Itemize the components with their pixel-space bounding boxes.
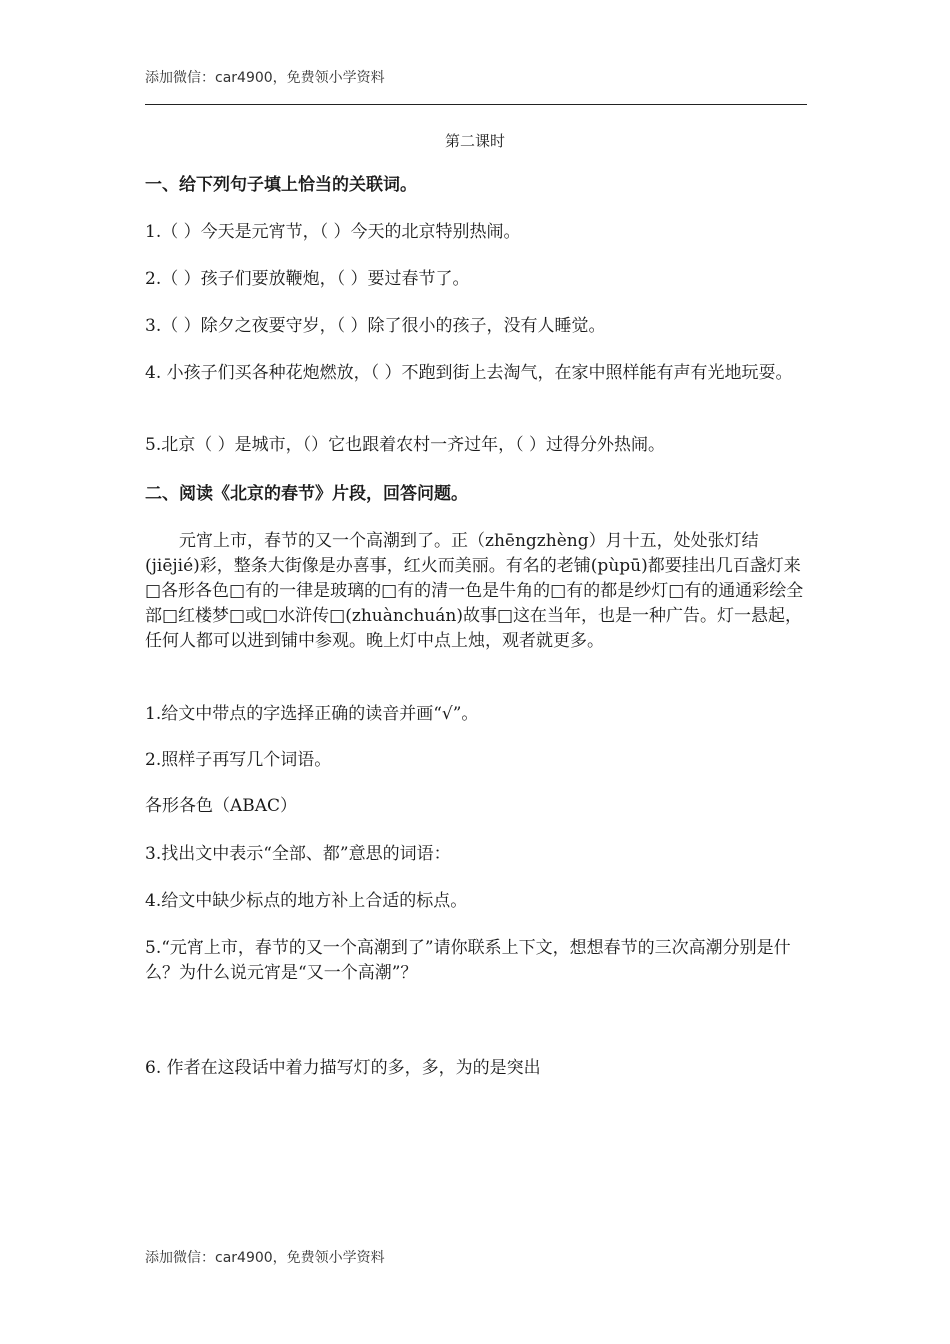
page-header: 添加微信：car4900，免费领小学资料 — [145, 70, 385, 86]
exercise-item-4: 4. 小孩子们买各种花炮燃放，（ ）不跑到街上去淘气，在家中照样能有声有光地玩耍。 — [145, 363, 793, 383]
exercise-item-5: 5.北京（ ）是城市，（）它也跟着农村一齐过年，（ ）过得分外热闹。 — [145, 435, 666, 455]
exercise-item-2: 2.（ ）孩子们要放鞭炮，（ ）要过春节了。 — [145, 269, 470, 289]
question-2: 2.照样子再写几个词语。 — [145, 750, 332, 770]
page-footer: 添加微信：car4900，免费领小学资料 — [145, 1250, 385, 1266]
section2-title: 二、阅读《北京的春节》片段，回答问题。 — [145, 484, 468, 504]
header-divider — [145, 104, 807, 105]
section1-title: 一、给下列句子填上恰当的关联词。 — [145, 175, 417, 195]
question-1: 1.给文中带点的字选择正确的读音并画“√”。 — [145, 704, 479, 724]
reading-passage: 元宵上市，春节的又一个高潮到了。正（zhēngzhèng）月十五，处处张灯结(jiējié)彩，整条大街像是办喜事，红火而美丽。有名的老铺(pùpū)都要挂出几百盏灯来□各形各色□有的一律是玻璃的□有的清一色是牛角的□有的都是纱灯□有的通通彩绘全部□红楼梦□或□水浒传□(zhuànchuán)故事□这在当年，也是一种广告。灯一悬起，任何人都可以进到铺中参观。晚上灯中点上烛，观者就更多。 — [145, 531, 804, 651]
question-3: 3.找出文中表示“全部、都”意思的词语： — [145, 844, 451, 864]
question-6: 6. 作者在这段话中着力描写灯的多，多，为的是突出 — [145, 1058, 541, 1078]
question-5: 5.“元宵上市，春节的又一个高潮到了”请你联系上下文，想想春节的三次高潮分别是什么？为什么说元宵是“又一个高潮”？ — [145, 938, 791, 983]
exercise-item-3: 3.（ ）除夕之夜要守岁，（ ）除了很小的孩子，没有人睡觉。 — [145, 316, 606, 336]
exercise-item-1: 1.（ ）今天是元宵节，（ ）今天的北京特别热闹。 — [145, 222, 521, 242]
lesson-title: 第二课时 — [444, 132, 505, 150]
question-4: 4.给文中缺少标点的地方补上合适的标点。 — [145, 891, 468, 911]
example-pattern: 各形各色（ABAC） — [145, 796, 298, 816]
